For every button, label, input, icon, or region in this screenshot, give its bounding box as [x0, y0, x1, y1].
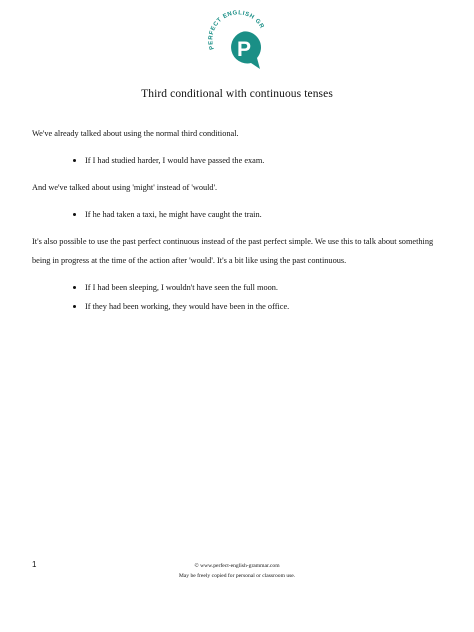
page-number: 1 [32, 560, 37, 569]
example-item: If I had studied harder, I would have passed the exam. [32, 151, 444, 170]
perfect-english-grammar-logo [202, 6, 272, 76]
paragraph-continuous: It's also possible to use the past perfect continuous instead of the past perfect simple. We use this to talk about something being in progress at the time of the action after 'would'. It's a bit like using the past continuous. [32, 237, 434, 265]
paragraph-might: And we've talked about using 'might' instead of 'would'. [32, 183, 218, 192]
document-body [32, 118, 444, 316]
footer-note: May be freely copied for personal or classroom use. [178, 573, 296, 579]
paragraph-intro: We've already talked about using the normal third conditional. [32, 129, 239, 138]
logo-letter: P [236, 38, 252, 61]
example-item: If I had been sleeping, I wouldn't have seen the full moon. [32, 278, 444, 297]
example-list-2 [32, 205, 444, 224]
speech-bubble-logo-icon [202, 6, 272, 76]
page-title: Third conditional with continuous tenses [141, 88, 333, 100]
logo-arc-text: PERFECT ENGLISH GR [208, 10, 265, 51]
page-footer [0, 561, 474, 581]
footer-copyright: © www.perfect-english-grammar.com [194, 563, 280, 569]
example-list-3 [32, 278, 444, 316]
example-item: If they had been working, they would have been in the office. [32, 297, 444, 316]
example-list-1 [32, 151, 444, 170]
example-item: If he had taken a taxi, he might have caught the train. [32, 205, 444, 224]
